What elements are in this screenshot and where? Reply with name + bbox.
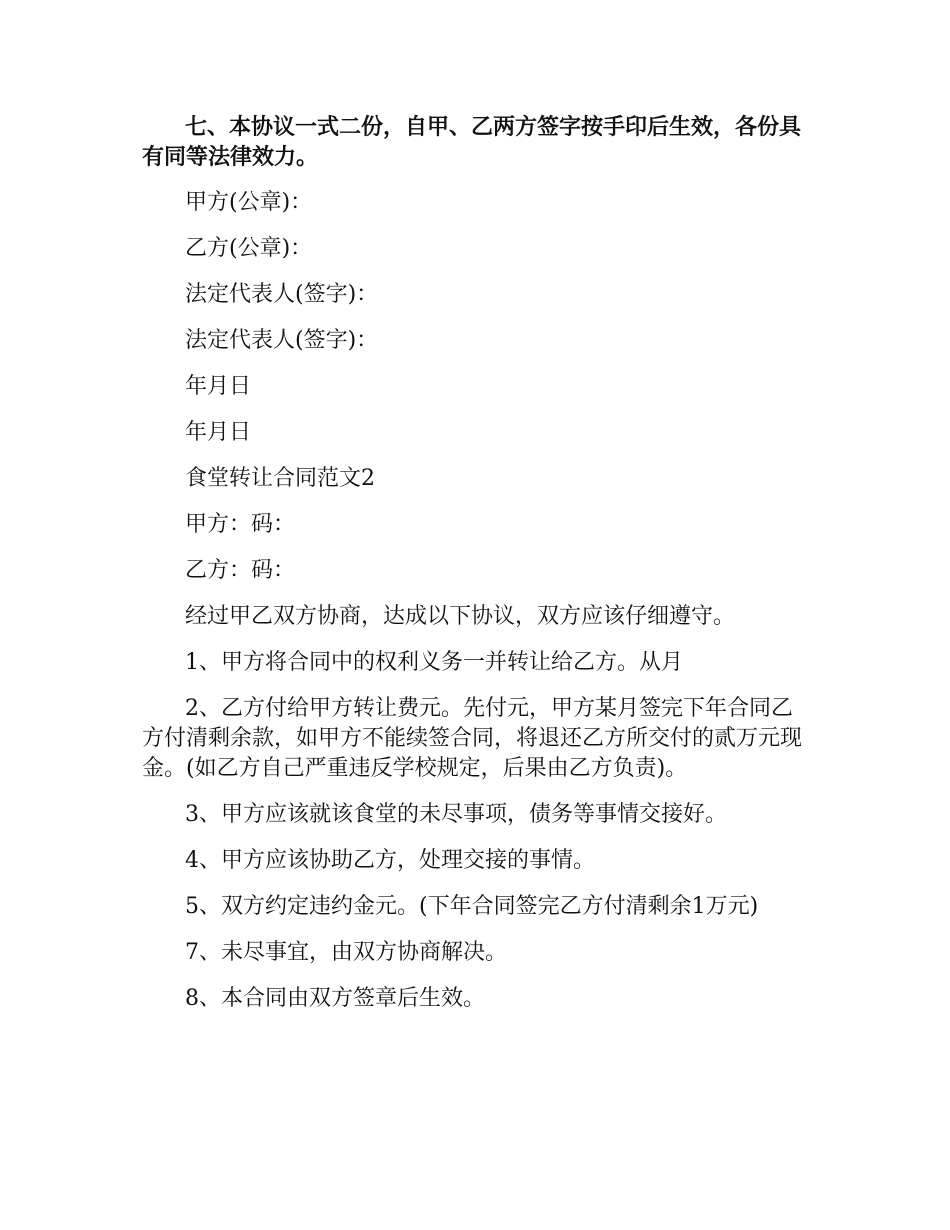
clause-8-paragraph: 8、本合同由双方签章后生效。 [185,986,485,1011]
clause-3-paragraph: 3、甲方应该就该食堂的未尽事项，债务等事情交接好。 [185,802,727,827]
party-b-seal-line: 乙方(公章)： [185,236,313,261]
clause-4-paragraph: 4、甲方应该协助乙方，处理交接的事情。 [185,848,595,873]
party-b-line: 乙方：码： [185,558,296,583]
section-title: 食堂转让合同范文2 [185,466,375,491]
date-line-b: 年月日 [185,420,252,445]
date-line-a: 年月日 [185,374,252,399]
document-body [142,112,812,1014]
clause-2-paragraph: 2、乙方付给甲方转让费元。先付元，甲方某月签完下年合同乙方付清剩余款，如甲方不能续签合同，将退还乙方所交付的贰万元现金。(如乙方自己严重违反学校规定，后果由乙方负责)。 [142,696,803,781]
clause-5-paragraph: 5、双方约定违约金元。(下年合同签完乙方付清剩余1万元) [185,894,759,919]
legal-rep-a-signature-line: 法定代表人(签字)： [185,282,379,307]
party-a-line: 甲方：码： [185,512,296,537]
party-a-seal-line: 甲方(公章)： [185,190,313,215]
clause-7-paragraph: 七、本协议一式二份，自甲、乙两方签字按手印后生效，各份具有同等法律效力。 [142,114,802,170]
clause-1-paragraph: 1、甲方将合同中的权利义务一并转让给乙方。从月 [185,650,683,675]
legal-rep-b-signature-line: 法定代表人(签字)： [185,328,379,353]
clause-7b-paragraph: 7、未尽事宜，由双方协商解决。 [185,940,507,965]
intro-paragraph: 经过甲乙双方协商，达成以下协议，双方应该仔细遵守。 [185,604,736,629]
